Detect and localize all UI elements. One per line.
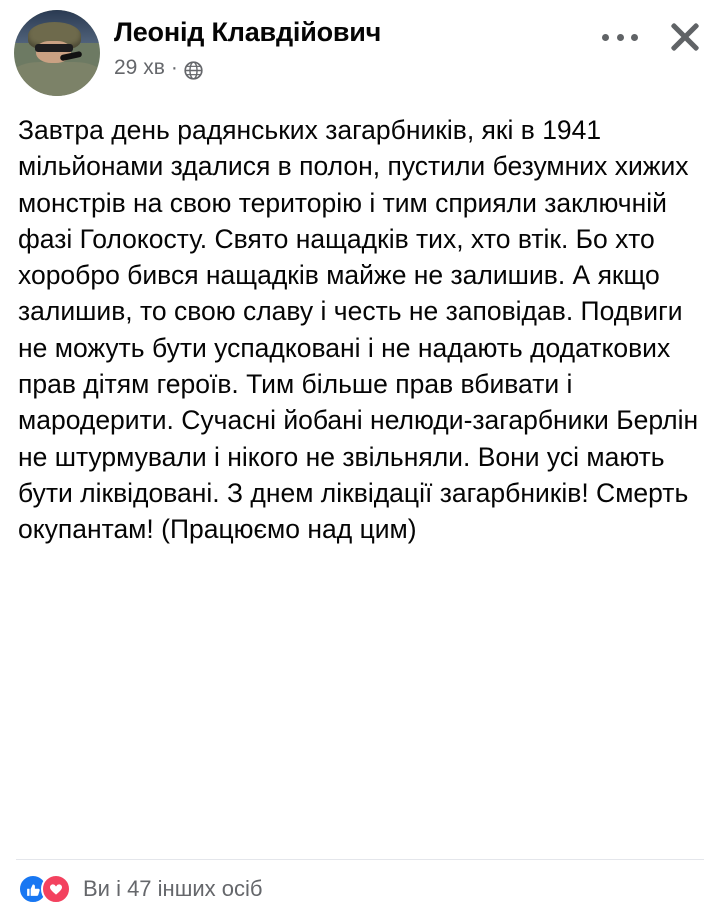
post-body: [0, 96, 720, 849]
avatar-uniform: [14, 62, 100, 96]
post-timestamp[interactable]: 29 хв: [114, 56, 165, 80]
reaction-icons[interactable]: [18, 874, 71, 904]
meta-separator: ·: [170, 56, 178, 80]
reactions-row: [0, 860, 720, 920]
post-text: Завтра день радянських загарбників, які в 1941 мільйонами здалися в полон, пустили безумних хижих монстрів на свою територію і тим сприяли заключній фазі Голокосту. Свято нащадків тих, хто втік. Бо хто хоробро бився нащадків майже не залишив. А якщо залишив, то свою славу і честь не заповідав. Подвиги не можуть бути успадковані і не надають додаткових прав дітям героїв. Тим більше прав вбивати і мародерити. Сучасні йобані нелюди-загарбники Берлін не штурмували і нікого не звільняли. Вони усі мають бути ліквідовані. З днем ліквідації загарбників! Смерть окупантам! (Працюємо над цим): [18, 115, 699, 545]
avatar[interactable]: [14, 10, 100, 96]
post-header-actions: [602, 10, 706, 54]
close-icon[interactable]: [668, 20, 702, 54]
globe-icon[interactable]: [184, 61, 203, 80]
author-name[interactable]: Леонід Клавдійович: [114, 17, 382, 47]
post-meta: [114, 56, 602, 80]
post-header-text: [114, 10, 602, 80]
ellipsis-icon[interactable]: [602, 24, 638, 50]
reaction-summary[interactable]: Ви і 47 інших осіб: [83, 876, 263, 901]
post-header: [0, 0, 720, 96]
avatar-sunglasses: [35, 44, 74, 52]
heart-icon: [41, 874, 71, 904]
